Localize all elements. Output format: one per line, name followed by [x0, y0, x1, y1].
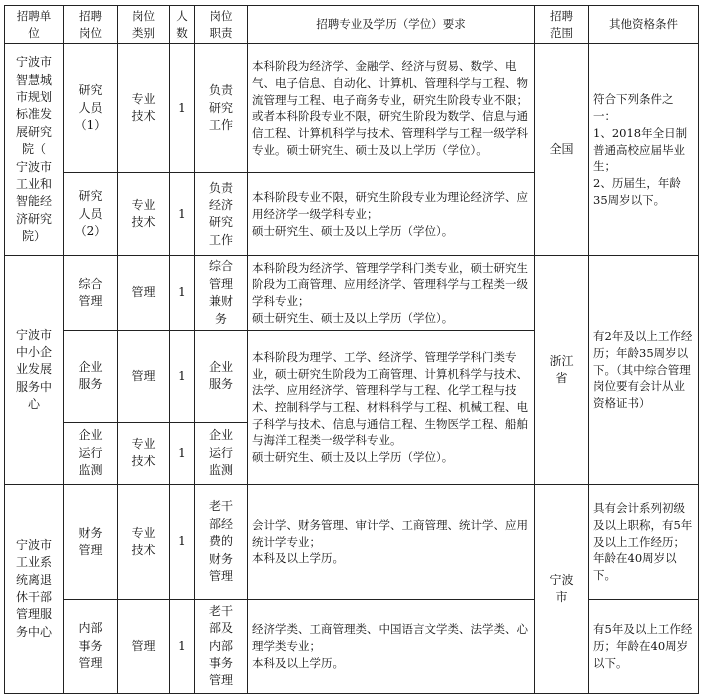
position-cell: 综合 管理 [64, 256, 118, 331]
duty-cell: 企业 服务 [195, 330, 248, 422]
header-requirement: 招聘专业及学历（学位）要求 [248, 6, 535, 44]
count-cell: 1 [170, 599, 195, 693]
requirement-cell: 本科阶段为理学、工学、经济学、管理学学科门类专业，硕士研究生阶段为工商管理、计算机科学与技术、法学、应用经济学、管理科学与工程、化学工程与技术、控制科学与工程、材料科学与工程、机械工程、电子科学与技术、信息与通信工程、生物医学工程、船舶与海洋工程类一级学科专业。 硕士研究生、硕士及以上学历（学位）。 [248, 330, 535, 484]
scope-cell: 浙江 省 [535, 256, 589, 485]
category-cell: 管理 [118, 256, 170, 331]
unit-cell: 宁波市 智慧城 市规划 标准发 展研究 院（ 宁波市 工业和 智能经 济研究 院） [5, 44, 64, 256]
scope-cell: 宁波 市 [535, 484, 589, 693]
duty-cell: 企业 运行 监测 [195, 422, 248, 484]
table-row [5, 484, 699, 599]
count-cell: 1 [170, 256, 195, 331]
requirement-cell: 本科阶段为经济学、金融学、经济与贸易、数学、电气、电子信息、自动化、计算机、管理科学与工程、物流管理与工程、电子商务专业，研究生阶段专业不限；或者本科阶段专业不限，研究生阶段为数学、信息与通信工程、计算机科学与技术、管理科学与工程一级学科专业。硕士研究生、硕士及以上学历（学位）。 [248, 44, 535, 173]
other-qualification-cell: 符合下列条件之一： 1、2018年全日制普通高校应届毕业生； 2、历届生，年龄35周岁以下。 [589, 44, 699, 256]
category-cell: 专业 技术 [118, 44, 170, 173]
position-cell: 研究 人员 （2） [64, 173, 118, 256]
category-cell: 专业 技术 [118, 422, 170, 484]
duty-cell: 老干 部经 费的 财务 管理 [195, 484, 248, 599]
table-row [5, 599, 699, 693]
count-cell: 1 [170, 484, 195, 599]
header-duty: 岗位 职责 [195, 6, 248, 44]
duty-cell: 老干 部及 内部 事务 管理 [195, 599, 248, 693]
requirement-cell: 本科阶段为经济学、管理学学科门类专业，硕士研究生阶段为工商管理、应用经济学、管理科学与工程类一级学科专业； 硕士研究生、硕士及以上学历（学位）。 [248, 256, 535, 331]
other-qualification-cell: 具有会计系列初级及以上职称，有5年及以上工作经历；年龄在40周岁以下。 [589, 484, 699, 599]
header-other: 其他资格条件 [589, 6, 699, 44]
position-cell: 企业 服务 [64, 330, 118, 422]
count-cell: 1 [170, 422, 195, 484]
header-scope: 招聘 范围 [535, 6, 589, 44]
recruitment-table [4, 5, 699, 694]
table-row [5, 44, 699, 173]
table-header-row [5, 6, 699, 44]
category-cell: 专业 技术 [118, 484, 170, 599]
category-cell: 管理 [118, 599, 170, 693]
count-cell: 1 [170, 44, 195, 173]
requirement-cell: 会计学、财务管理、审计学、工商管理、统计学、应用统计学专业； 本科及以上学历。 [248, 484, 535, 599]
duty-cell: 综合 管理 兼财 务 [195, 256, 248, 331]
table-row [5, 256, 699, 331]
category-cell: 专业 技术 [118, 173, 170, 256]
count-cell: 1 [170, 173, 195, 256]
duty-cell: 负责 经济 研究 工作 [195, 173, 248, 256]
other-qualification-cell: 有2年及以上工作经历；年龄35周岁以下。（其中综合管理岗位要有会计从业资格证书） [589, 256, 699, 485]
header-position: 招聘 岗位 [64, 6, 118, 44]
position-cell: 企业 运行 监测 [64, 422, 118, 484]
scope-cell: 全国 [535, 44, 589, 256]
header-category: 岗位 类别 [118, 6, 170, 44]
requirement-cell: 经济学类、工商管理类、中国语言文学类、法学类、心理学类专业； 本科及以上学历。 [248, 599, 535, 693]
duty-cell: 负责 研究 工作 [195, 44, 248, 173]
position-cell: 内部 事务 管理 [64, 599, 118, 693]
unit-cell: 宁波市 中小企 业发展 服务中 心 [5, 256, 64, 485]
other-qualification-cell: 有5年及以上工作经历；年龄在40周岁以下。 [589, 599, 699, 693]
requirement-cell: 本科阶段专业不限，研究生阶段专业为理论经济学、应用经济学一级学科专业； 硕士研究生、硕士及以上学历（学位）。 [248, 173, 535, 256]
position-cell: 研究 人员 （1） [64, 44, 118, 173]
position-cell: 财务 管理 [64, 484, 118, 599]
category-cell: 管理 [118, 330, 170, 422]
unit-cell: 宁波市 工业系 统离退 休干部 管理服 务中心 [5, 484, 64, 693]
count-cell: 1 [170, 330, 195, 422]
header-count: 人 数 [170, 6, 195, 44]
header-unit: 招聘单 位 [5, 6, 64, 44]
